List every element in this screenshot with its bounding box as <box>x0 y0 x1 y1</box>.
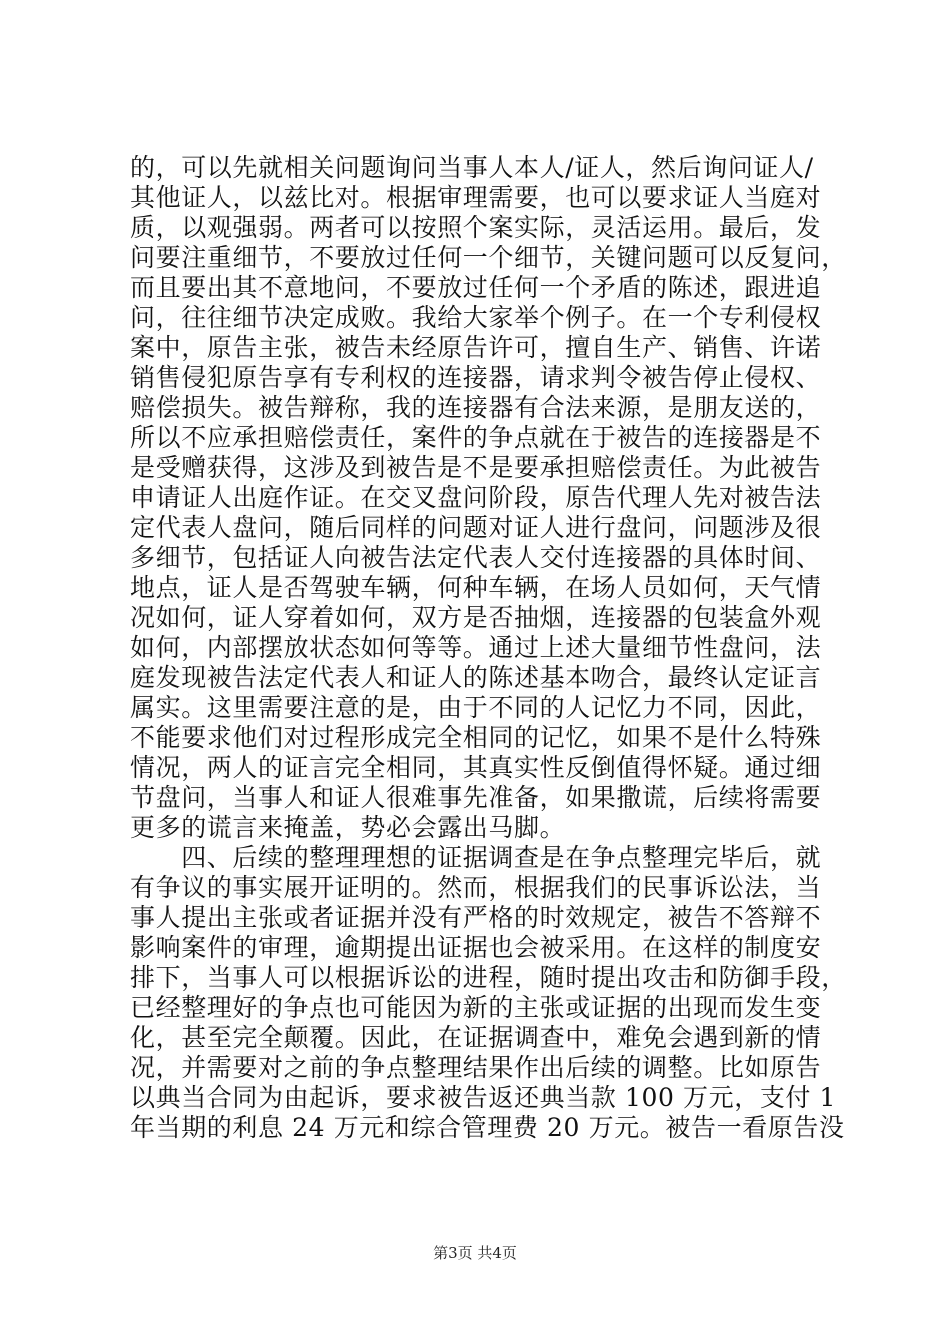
text-line: 案中，原告主张，被告未经原告许可，擅自生产、销售、许诺 <box>130 333 822 362</box>
text-line: 况，并需要对之前的争点整理结果作出后续的调整。比如原告 <box>130 1053 822 1082</box>
page-number-footer: 第3页 共4页 <box>433 1244 517 1262</box>
text-line: 多细节，包括证人向被告法定代表人交付连接器的具体时间、 <box>130 543 822 572</box>
text-line: 申请证人出庭作证。在交叉盘问阶段，原告代理人先对被告法 <box>130 483 822 512</box>
text-line: 如何，内部摆放状态如何等等。通过上述大量细节性盘问，法 <box>130 633 822 662</box>
text-line: 有争议的事实展开证明的。然而，根据我们的民事诉讼法，当 <box>130 873 822 902</box>
text-line: 质，以观强弱。两者可以按照个案实际，灵活运用。最后，发 <box>130 213 822 242</box>
text-line: 已经整理好的争点也可能因为新的主张或证据的出现而发生变 <box>130 993 822 1022</box>
text-line: 庭发现被告法定代表人和证人的陈述基本吻合，最终认定证言 <box>130 663 822 692</box>
text-line: 的，可以先就相关问题询问当事人本人/证人，然后询问证人/ <box>130 153 814 182</box>
text-line: 年当期的利息 24 万元和综合管理费 20 万元。被告一看原告没 <box>130 1113 845 1142</box>
text-line: 情况，两人的证言完全相同，其真实性反倒值得怀疑。通过细 <box>130 753 822 782</box>
text-line: 而且要出其不意地问，不要放过任何一个矛盾的陈述，跟进追 <box>130 273 822 302</box>
text-line: 四、后续的整理理想的证据调查是在争点整理完毕后，就 <box>130 843 822 872</box>
text-line: 不能要求他们对过程形成完全相同的记忆，如果不是什么特殊 <box>130 723 822 752</box>
text-line: 问要注重细节，不要放过任何一个细节，关键问题可以反复问， <box>130 243 847 272</box>
text-line: 事人提出主张或者证据并没有严格的时效规定，被告不答辩不 <box>130 903 822 932</box>
text-line: 赔偿损失。被告辩称，我的连接器有合法来源，是朋友送的， <box>130 393 822 422</box>
text-line: 销售侵犯原告享有专利权的连接器，请求判令被告停止侵权、 <box>130 363 822 392</box>
text-line: 所以不应承担赔偿责任，案件的争点就在于被告的连接器是不 <box>130 423 822 452</box>
text-line: 定代表人盘问，随后同样的问题对证人进行盘问，问题涉及很 <box>130 513 822 542</box>
text-line: 以典当合同为由起诉，要求被告返还典当款 100 万元，支付 1 <box>130 1083 837 1112</box>
text-line: 更多的谎言来掩盖，势必会露出马脚。 <box>130 813 566 842</box>
text-line: 属实。这里需要注意的是，由于不同的人记忆力不同，因此， <box>130 693 822 722</box>
text-line: 是受赠获得，这涉及到被告是不是要承担赔偿责任。为此被告 <box>130 453 822 482</box>
text-line: 其他证人，以兹比对。根据审理需要，也可以要求证人当庭对 <box>130 183 822 212</box>
text-line: 况如何，证人穿着如何，双方是否抽烟，连接器的包装盒外观 <box>130 603 822 632</box>
text-line: 节盘问，当事人和证人很难事先准备，如果撒谎，后续将需要 <box>130 783 822 812</box>
text-line: 排下，当事人可以根据诉讼的进程，随时提出攻击和防御手段， <box>130 963 847 992</box>
text-line: 地点，证人是否驾驶车辆，何种车辆，在场人员如何，天气情 <box>130 573 822 602</box>
text-line: 影响案件的审理，逾期提出证据也会被采用。在这样的制度安 <box>130 933 822 962</box>
text-line: 问，往往细节决定成败。我给大家举个例子。在一个专利侵权 <box>130 303 822 332</box>
text-line: 化，甚至完全颠覆。因此，在证据调查中，难免会遇到新的情 <box>130 1023 822 1052</box>
